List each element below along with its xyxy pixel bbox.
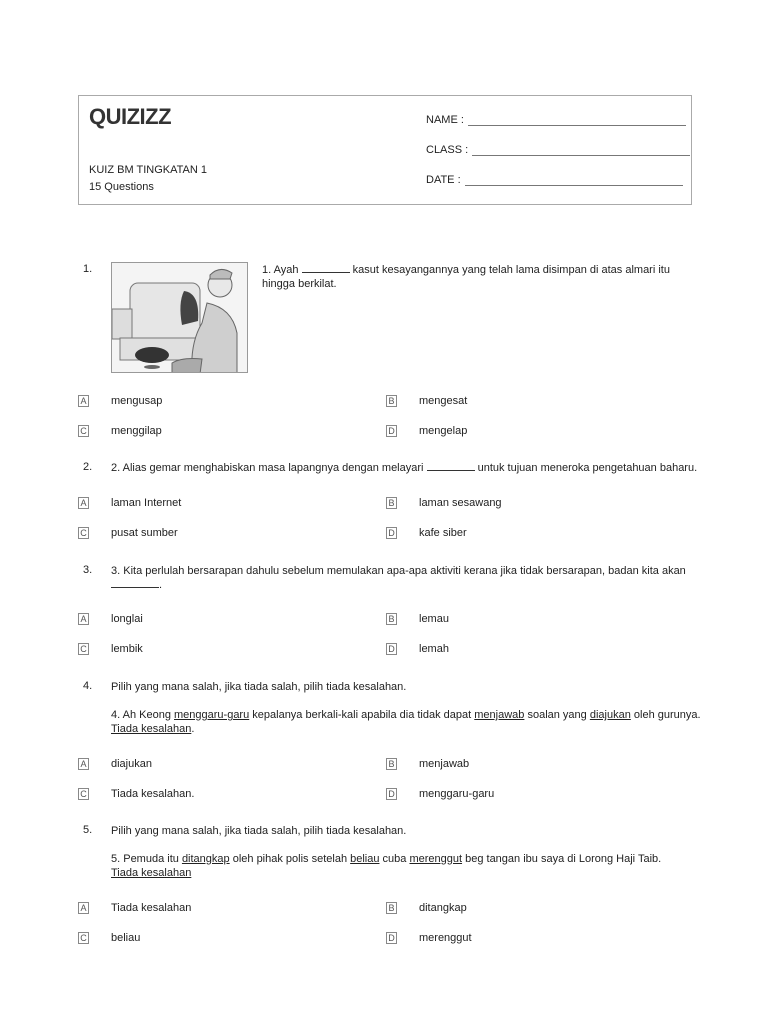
option-text: menggilap xyxy=(111,425,162,437)
class-line xyxy=(472,145,690,156)
option-letter: C xyxy=(78,932,89,944)
option-c[interactable] xyxy=(78,788,194,800)
underlined-word: Tiada kesalahan xyxy=(111,867,192,879)
question-1-illustration xyxy=(111,262,248,373)
underlined-word: menggaru-garu xyxy=(174,709,250,721)
question-text: cuba xyxy=(379,853,410,865)
underlined-word: beliau xyxy=(350,853,380,865)
question-count: 15 Questions xyxy=(89,181,154,193)
option-text: beliau xyxy=(111,932,141,944)
question-number: 2. xyxy=(83,461,93,473)
option-letter: B xyxy=(386,758,397,770)
name-field xyxy=(426,114,686,126)
option-c[interactable] xyxy=(78,643,143,655)
option-text: laman sesawang xyxy=(419,497,502,509)
question-text: beg tangan ibu saya di Lorong Haji Taib. xyxy=(462,853,662,865)
option-letter: A xyxy=(78,497,89,509)
date-label: DATE : xyxy=(426,174,461,186)
option-letter: B xyxy=(386,902,397,914)
option-d[interactable] xyxy=(386,643,449,655)
option-text: menjawab xyxy=(419,758,470,770)
option-letter: A xyxy=(78,395,89,407)
option-text: mengelap xyxy=(419,425,468,437)
option-a[interactable] xyxy=(78,902,191,914)
option-letter: D xyxy=(386,788,397,800)
answer-blank xyxy=(427,461,475,471)
option-text: ditangkap xyxy=(419,902,467,914)
quizizz-logo: QUIZIZZ xyxy=(89,104,172,129)
option-text: longlai xyxy=(111,613,143,625)
option-text: Tiada kesalahan. xyxy=(111,788,195,800)
question-text: . xyxy=(191,723,195,735)
option-text: merenggut xyxy=(419,932,472,944)
option-b[interactable] xyxy=(386,395,467,407)
option-text: diajukan xyxy=(111,758,152,770)
option-d[interactable] xyxy=(386,425,467,437)
question-4-instruction: Pilih yang mana salah, jika tiada salah, pilih tiada kesalahan. xyxy=(111,681,407,693)
option-letter: B xyxy=(386,497,397,509)
question-2-text xyxy=(111,461,701,475)
date-field xyxy=(426,174,683,186)
option-letter: A xyxy=(78,758,89,770)
option-text: Tiada kesalahan xyxy=(111,902,192,914)
question-text: 1. Ayah xyxy=(262,264,302,276)
underlined-word: Tiada kesalahan xyxy=(111,723,192,735)
quiz-header xyxy=(78,95,692,205)
question-text: 4. Ah Keong xyxy=(111,709,174,721)
option-letter: B xyxy=(386,613,397,625)
option-d[interactable] xyxy=(386,788,494,800)
question-text: kasut kesayangannya yang telah lama disimpan di atas almari itu hingga berkilat. xyxy=(262,264,670,290)
question-1-text xyxy=(262,263,682,291)
class-field xyxy=(426,144,690,156)
question-text: 5. Pemuda itu xyxy=(111,853,182,865)
question-text: 3. Kita perlulah bersarapan dahulu sebelum memulakan apa-apa aktiviti kerana jika tidak bersarapan, badan kita akan xyxy=(111,565,686,577)
question-5-text xyxy=(111,852,691,880)
option-letter: C xyxy=(78,425,89,437)
question-number: 1. xyxy=(83,263,93,275)
answer-blank xyxy=(302,263,350,273)
option-text: lemau xyxy=(419,613,449,625)
question-text: oleh pihak polis setelah xyxy=(229,853,351,865)
option-text: laman Internet xyxy=(111,497,182,509)
name-label: NAME : xyxy=(426,114,464,126)
question-number: 3. xyxy=(83,564,93,576)
option-text: lembik xyxy=(111,643,143,655)
option-letter: A xyxy=(78,902,89,914)
question-number: 4. xyxy=(83,680,93,692)
option-letter: D xyxy=(386,643,397,655)
option-c[interactable] xyxy=(78,527,178,539)
question-4-text xyxy=(111,708,701,736)
option-text: menggaru-garu xyxy=(419,788,495,800)
option-text: lemah xyxy=(419,643,449,655)
option-letter: C xyxy=(78,788,89,800)
option-letter: B xyxy=(386,395,397,407)
underlined-word: menjawab xyxy=(474,709,525,721)
option-b[interactable] xyxy=(386,758,469,770)
question-text: kepalanya berkali-kali apabila dia tidak dapat xyxy=(249,709,475,721)
answer-blank xyxy=(111,578,159,588)
man-polishing-shoe-illustration xyxy=(112,263,248,373)
option-b[interactable] xyxy=(386,613,449,625)
question-text: soalan yang xyxy=(524,709,590,721)
underlined-word: ditangkap xyxy=(181,853,230,865)
option-c[interactable] xyxy=(78,932,140,944)
question-text: 2. Alias gemar menghabiskan masa lapangnya dengan melayari xyxy=(111,462,427,474)
option-b[interactable] xyxy=(386,902,467,914)
question-text: untuk tujuan meneroka pengetahuan baharu. xyxy=(474,462,698,474)
name-line xyxy=(468,115,686,126)
option-text: mengusap xyxy=(111,395,163,407)
option-d[interactable] xyxy=(386,932,472,944)
question-text: oleh gurunya. xyxy=(630,709,701,721)
option-d[interactable] xyxy=(386,527,467,539)
quiz-title: KUIZ BM TINGKATAN 1 xyxy=(89,164,207,176)
option-letter: C xyxy=(78,527,89,539)
class-label: CLASS : xyxy=(426,144,469,156)
option-text: mengesat xyxy=(419,395,468,407)
question-5-instruction: Pilih yang mana salah, jika tiada salah, pilih tiada kesalahan. xyxy=(111,825,407,837)
option-a[interactable] xyxy=(78,613,143,625)
option-text: kafe siber xyxy=(419,527,467,539)
option-letter: C xyxy=(78,643,89,655)
underlined-word: diajukan xyxy=(589,709,631,721)
question-text: . xyxy=(159,579,163,591)
option-a[interactable] xyxy=(78,497,181,509)
option-a[interactable] xyxy=(78,758,152,770)
option-letter: D xyxy=(386,932,397,944)
date-line xyxy=(465,175,683,186)
option-letter: D xyxy=(386,425,397,437)
question-number: 5. xyxy=(83,824,93,836)
option-text: pusat sumber xyxy=(111,527,178,539)
underlined-word: merenggut xyxy=(409,853,463,865)
option-letter: A xyxy=(78,613,89,625)
option-b[interactable] xyxy=(386,497,502,509)
option-a[interactable] xyxy=(78,395,162,407)
option-letter: D xyxy=(386,527,397,539)
question-3-text xyxy=(111,564,696,592)
option-c[interactable] xyxy=(78,425,162,437)
